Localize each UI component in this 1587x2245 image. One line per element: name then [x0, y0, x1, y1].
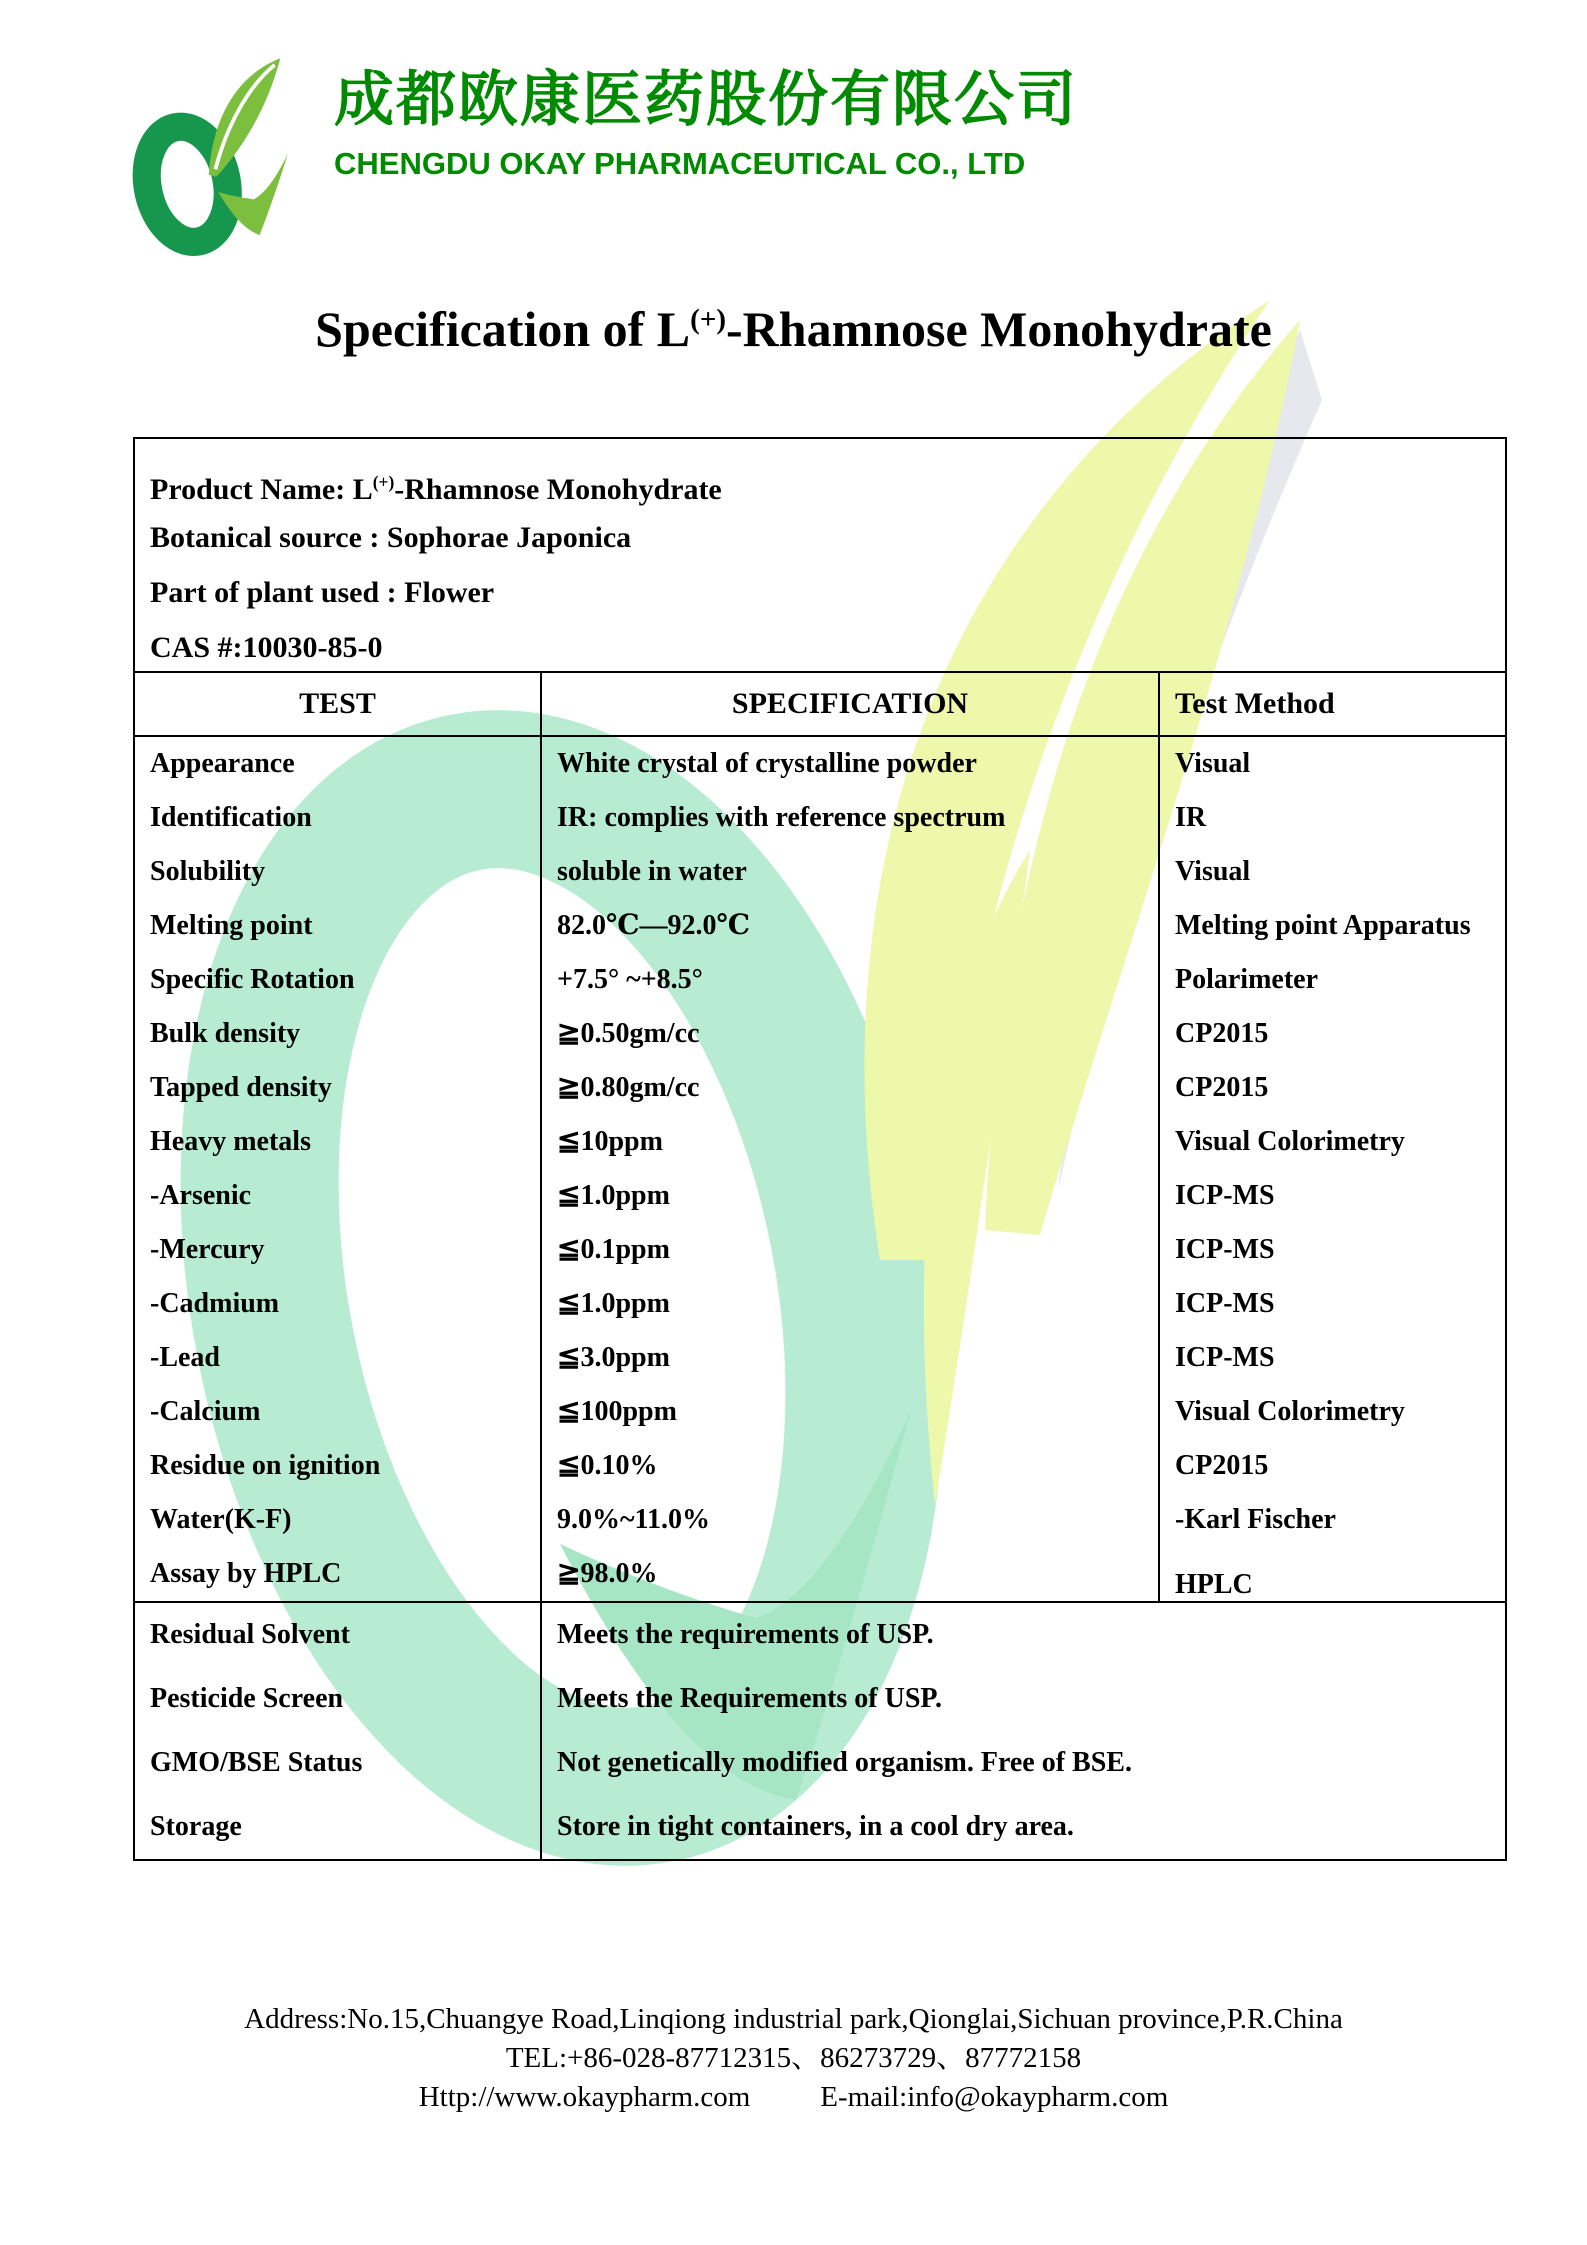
product-name-post: -Rhamnose Monohydrate — [394, 473, 722, 506]
cas-number-line: CAS #:10030-85-0 — [150, 631, 383, 664]
test-name: Identification — [150, 802, 312, 833]
test-method: ICP-MS — [1158, 1223, 1505, 1277]
table-row — [135, 1439, 1505, 1493]
letterhead — [128, 52, 1078, 264]
company-name-zh: 成都欧康医药股份有限公司 — [334, 66, 1078, 133]
spec-table-body — [135, 737, 1505, 1601]
test-name: Appearance — [150, 748, 295, 779]
footer-telephone: TEL:+86-028-87712315、86273729、87772158 — [505, 2042, 1082, 2074]
table-row — [135, 1223, 1505, 1277]
spec-value: IR: complies with reference spectrum — [540, 791, 1158, 845]
spec-value: ≦0.10% — [540, 1439, 1158, 1493]
test-method: HPLC — [1158, 1547, 1505, 1601]
test-name: Tapped density — [150, 1072, 332, 1103]
footer-web-email-line — [0, 2078, 1587, 2117]
table-row — [135, 1277, 1505, 1331]
table-row — [135, 1007, 1505, 1061]
table-row — [135, 1385, 1505, 1439]
title-text: Specification of L — [315, 301, 691, 357]
test-name: -Mercury — [150, 1234, 265, 1265]
table-row — [135, 1795, 1505, 1859]
product-info-box — [135, 439, 1505, 673]
spec-value: ≧98.0% — [540, 1547, 1158, 1601]
product-name-line — [150, 455, 1505, 510]
spec-value: ≦1.0ppm — [540, 1277, 1158, 1331]
spec-value: ≦100ppm — [540, 1385, 1158, 1439]
table-row — [135, 1667, 1505, 1731]
spec-value: Meets the requirements of USP. — [540, 1603, 1505, 1667]
title-superscript: (+) — [690, 303, 726, 336]
table-row — [135, 1061, 1505, 1115]
footer-email: E-mail:info@okaypharm.com — [820, 2081, 1169, 2113]
company-name-en: CHENGDU OKAY PHARMACEUTICAL CO., LTD — [334, 146, 1026, 181]
spec-table-extra — [135, 1601, 1505, 1859]
spec-value: ≧0.50gm/cc — [540, 1007, 1158, 1061]
footer-website: Http://www.okaypharm.com — [418, 2081, 751, 2113]
spec-value: 82.0℃—92.0℃ — [540, 899, 1158, 953]
company-logo-icon — [128, 52, 316, 264]
table-row — [135, 1731, 1505, 1795]
spec-value: ≧0.80gm/cc — [540, 1061, 1158, 1115]
plant-part-line: Part of plant used : Flower — [150, 576, 495, 609]
document-title — [0, 300, 1587, 358]
test-method: Visual Colorimetry — [1158, 1115, 1505, 1169]
test-method: CP2015 — [1158, 1061, 1505, 1115]
test-method: Visual Colorimetry — [1158, 1385, 1505, 1439]
test-name: Bulk density — [150, 1018, 301, 1049]
test-name: Pesticide Screen — [150, 1683, 344, 1714]
footer-contact-block — [0, 2000, 1587, 2117]
table-row — [135, 845, 1505, 899]
spec-value: Meets the Requirements of USP. — [540, 1667, 1505, 1731]
table-row — [135, 1547, 1505, 1601]
test-method: -Karl Fischer — [1158, 1493, 1505, 1547]
test-name: -Arsenic — [150, 1180, 252, 1211]
table-row — [135, 1331, 1505, 1385]
table-row — [135, 737, 1505, 791]
test-name: Water(K-F) — [150, 1504, 292, 1535]
test-name: GMO/BSE Status — [150, 1747, 363, 1778]
test-method: ICP-MS — [1158, 1169, 1505, 1223]
footer-address: Address:No.15,Chuangye Road,Linqiong industrial park,Qionglai,Sichuan province,P.R.China — [244, 2003, 1343, 2035]
test-name: Residual Solvent — [150, 1619, 350, 1650]
table-header-row — [135, 673, 1505, 737]
spec-value: ≦0.1ppm — [540, 1223, 1158, 1277]
column-header-specification: SPECIFICATION — [540, 673, 1158, 735]
test-method: Visual — [1158, 737, 1505, 791]
test-name: Storage — [150, 1811, 242, 1842]
spec-value: ≦3.0ppm — [540, 1331, 1158, 1385]
test-name: -Lead — [150, 1342, 220, 1373]
spec-value: ≦1.0ppm — [540, 1169, 1158, 1223]
spec-value: +7.5° ~+8.5° — [540, 953, 1158, 1007]
test-method: CP2015 — [1158, 1007, 1505, 1061]
specification-sheet — [133, 437, 1507, 1861]
test-method: ICP-MS — [1158, 1331, 1505, 1385]
test-method: ICP-MS — [1158, 1277, 1505, 1331]
product-name-pre: L — [352, 473, 373, 506]
column-header-test-method: Test Method — [1158, 673, 1505, 735]
test-name: Specific Rotation — [150, 964, 355, 995]
title-text-suffix: -Rhamnose Monohydrate — [726, 301, 1272, 357]
spec-value: ≦10ppm — [540, 1115, 1158, 1169]
test-name: Assay by HPLC — [150, 1558, 342, 1589]
test-method: Visual — [1158, 845, 1505, 899]
spec-value: 9.0%~11.0% — [540, 1493, 1158, 1547]
spec-value: Store in tight containers, in a cool dry area. — [540, 1795, 1505, 1859]
test-name: Heavy metals — [150, 1126, 311, 1157]
spec-value: Not genetically modified organism. Free of BSE. — [540, 1731, 1505, 1795]
test-method: Melting point Apparatus — [1158, 899, 1505, 953]
test-method: IR — [1158, 791, 1505, 845]
product-name-label: Product Name: — [150, 473, 353, 506]
table-row — [135, 791, 1505, 845]
spec-value: White crystal of crystalline powder — [540, 737, 1158, 791]
product-name-superscript: (+) — [372, 472, 395, 492]
table-row — [135, 899, 1505, 953]
spec-value: soluble in water — [540, 845, 1158, 899]
test-name: -Calcium — [150, 1396, 261, 1427]
test-method: CP2015 — [1158, 1439, 1505, 1493]
test-name: Residue on ignition — [150, 1450, 381, 1481]
test-name: -Cadmium — [150, 1288, 280, 1319]
table-row — [135, 1115, 1505, 1169]
table-row — [135, 1493, 1505, 1547]
test-method: Polarimeter — [1158, 953, 1505, 1007]
column-header-test: TEST — [299, 687, 376, 720]
test-name: Solubility — [150, 856, 266, 887]
table-row — [135, 953, 1505, 1007]
table-row — [135, 1169, 1505, 1223]
botanical-source-line: Botanical source : Sophorae Japonica — [150, 521, 632, 554]
test-name: Melting point — [150, 910, 313, 941]
table-row — [135, 1603, 1505, 1667]
